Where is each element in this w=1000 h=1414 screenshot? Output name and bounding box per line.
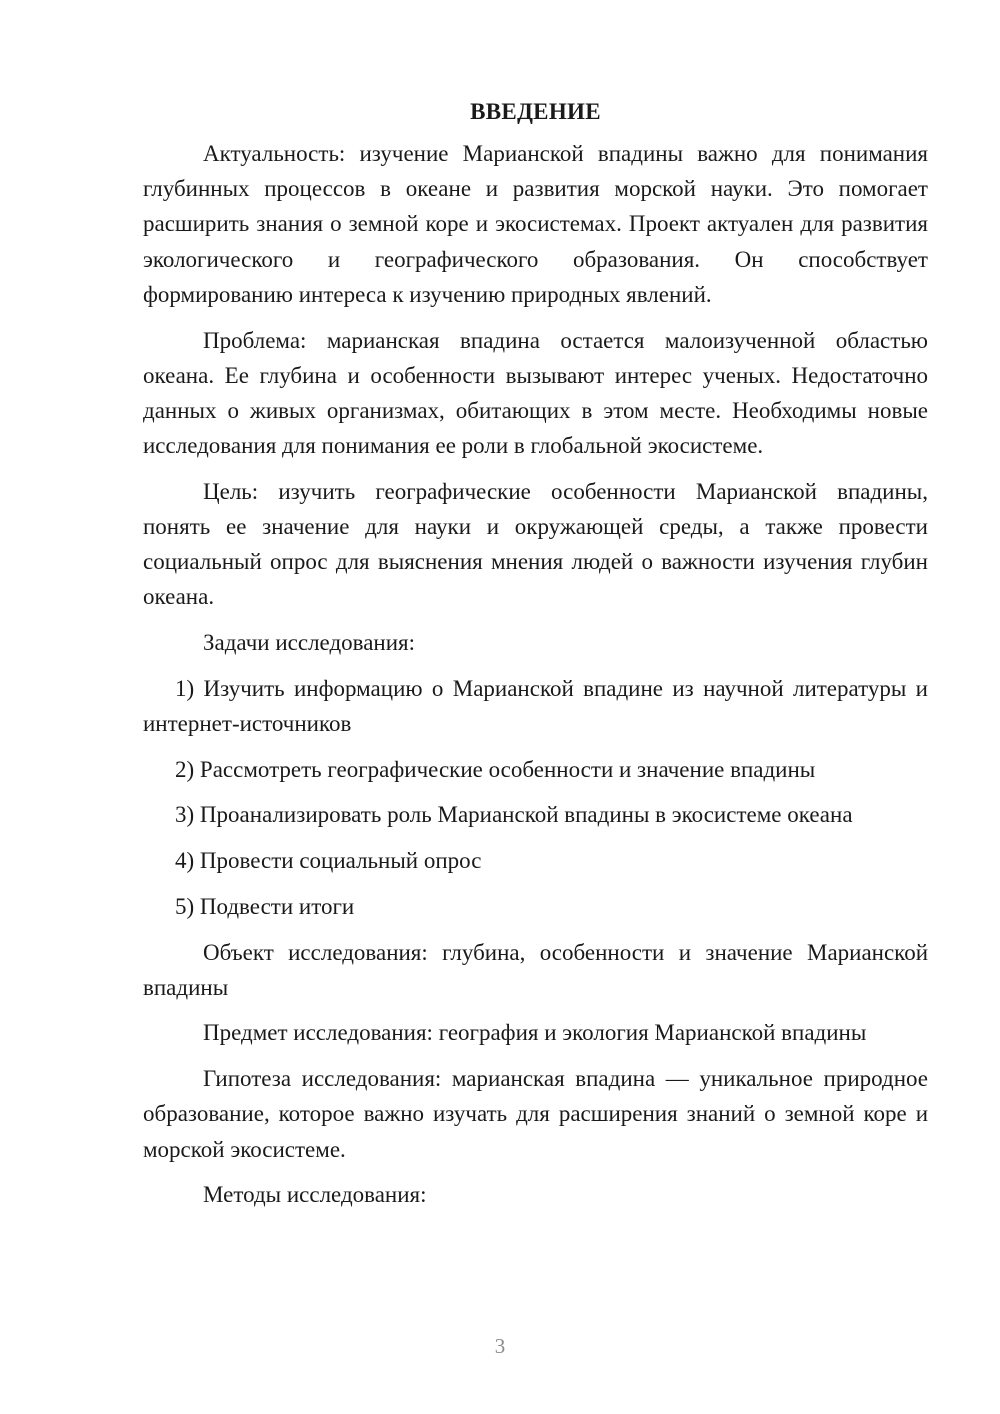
hypothesis-paragraph: Гипотеза исследования: марианская впадина — уникальное природное образование, которое важно изучать для расширения знаний о земной коре и морской экосистеме. (143, 1066, 928, 1162)
goal-paragraph: Цель: изучить географические особенности Марианской впадины, понять ее значение для науки и окружающей среды, а также провести социальный опрос для выяснения мнения людей о важности изучения глубин океана. (143, 478, 928, 610)
problem-paragraph: Проблема: марианская впадина остается малоизученной областью океана. Ее глубина и особенности вызывают интерес ученых. Недостаточно данных о живых организмах, обитающих в этом месте. Необходимы новые исследования для понимания ее роли в глобальной экосистеме. (143, 327, 928, 459)
document-page (143, 94, 928, 1223)
tasks-heading: Задачи исследования: (203, 630, 416, 656)
task-item: 4) Провести социальный опрос (175, 848, 482, 874)
task-item: 3) Проанализировать роль Марианской впадины в экосистеме океана (175, 802, 853, 828)
task-item: 5) Подвести итоги (175, 893, 355, 919)
page-title: ВВЕДЕНИЕ (470, 99, 601, 124)
task-item: 2) Рассмотреть географические особенности и значение впадины (175, 756, 816, 782)
task-item: 1) Изучить информацию о Марианской впадине из научной литературы и интернет-источников (143, 675, 928, 737)
relevance-paragraph: Актуальность: изучение Марианской впадины важно для понимания глубинных процессов в океане и развития морской науки. Это помогает расширить знания о земной коре и экосистемах. Проект актуален для развития экологического и географического образования. Он способствует формированию интереса к изучению природных явлений. (143, 141, 928, 307)
page-number: 3 (494, 1334, 506, 1358)
object-paragraph: Объект исследования: глубина, особенности и значение Марианской впадины (143, 939, 928, 1000)
subject-paragraph: Предмет исследования: география и экология Марианской впадины (203, 1020, 867, 1046)
methods-heading: Методы исследования: (203, 1182, 427, 1208)
